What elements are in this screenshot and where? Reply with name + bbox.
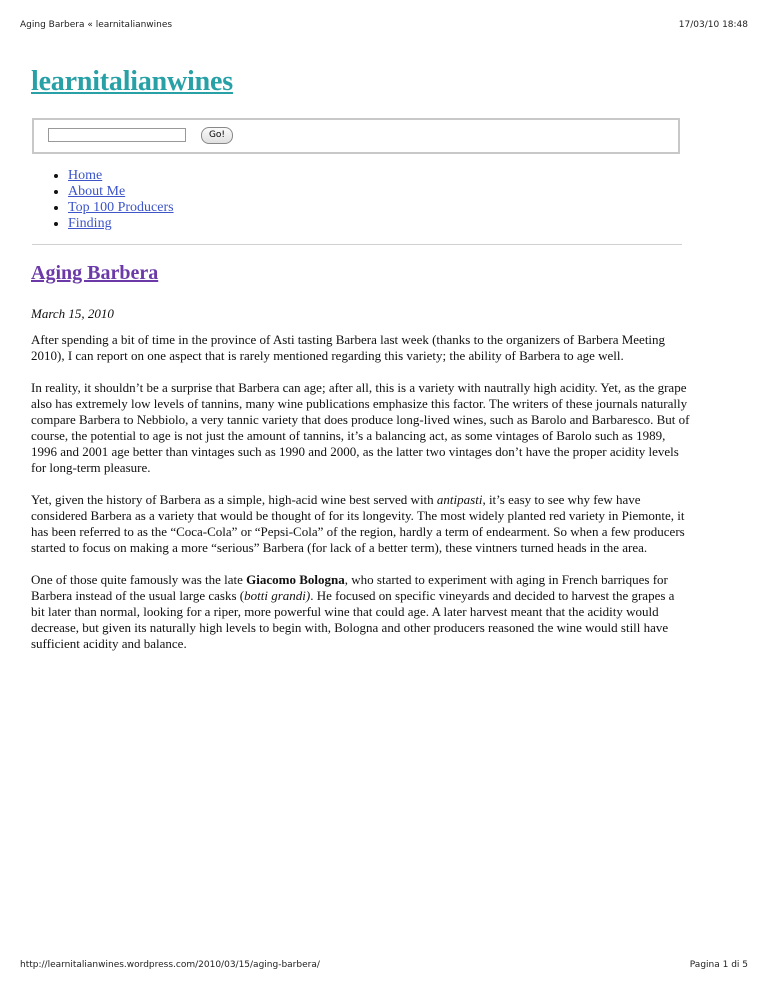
paragraph-4-emphasis: botti grandi) bbox=[244, 588, 311, 603]
paragraph-3-emphasis: antipasti bbox=[436, 492, 483, 507]
print-footer bbox=[20, 960, 748, 970]
print-footer-page-number: Pagina 1 di 5 bbox=[689, 960, 748, 970]
paragraph-3-text-b: , it’s easy to see why few have considered Barbera as a variety that would be thought of for its longevity. The most widely planted red variety in Piemonte, it has been referred to as the “Coca-Cola” or “Pepsi-Cola” of the region, hardly a term of endearment. So when a few producers started to focus on making a more “serious” Barbera (for lack of a better term), these vintners turned heads in the area. bbox=[31, 492, 685, 555]
nav-item-top-100-producers bbox=[68, 200, 174, 216]
search-input[interactable] bbox=[48, 128, 186, 142]
header-divider bbox=[32, 244, 682, 245]
paragraph-4 bbox=[31, 572, 691, 652]
search-go-button[interactable]: Go! bbox=[201, 127, 233, 144]
paragraph-2: In reality, it shouldn’t be a surprise that Barbera can age; after all, this is a variety with nautrally high acidity. Yet, as the grape also has extremely low levels of tannins, many wine publications emphasize this factor. The writers of these journals naturally compare Barbera to Nebbiolo, a very tannic variety that does produce long-lived wines, such as Barolo and Barbaresco. But of course, the potential to age is not just the amount of tannins, it’s a balancing act, as some vintages of Barolo such as 1989, 1996 and 2001 age better than vintages such as 1990 and 2000, as the latter two vintages don’t have the proper acidity levels for long-term pleasure. bbox=[31, 380, 690, 475]
post-title-link[interactable]: Aging Barbera bbox=[31, 262, 159, 284]
site-title-link[interactable]: learnitalianwines bbox=[31, 66, 233, 97]
post-date: March 15, 2010 bbox=[31, 306, 114, 321]
print-header bbox=[20, 20, 748, 30]
nav-link-finding[interactable]: Finding bbox=[68, 216, 112, 231]
paragraph-1: After spending a bit of time in the province of Asti tasting Barbera last week (thanks to the organizers of Barbera Meeting 2010), I can report on one aspect that is rarely mentioned regarding this variety; the ability of Barbera to age well. bbox=[31, 332, 666, 363]
nav-link-home[interactable]: Home bbox=[68, 168, 103, 183]
print-header-timestamp: 17/03/10 18:48 bbox=[678, 20, 748, 30]
paragraph-4-text-b: , who started to experiment with aging in French barriques for Barbera instead of the usual large casks ( bbox=[31, 572, 668, 603]
nav-item-home bbox=[68, 168, 174, 184]
print-footer-url: http://learnitalianwines.wordpress.com/2010/03/15/aging-barbera/ bbox=[20, 960, 320, 970]
paragraph-4-text-a: One of those quite famously was the late bbox=[31, 572, 247, 587]
print-header-title: Aging Barbera « learnitalianwines bbox=[20, 20, 173, 30]
paragraph-4-text-c: . He focused on specific vineyards and decided to harvest the grapes a bit later than normal, looking for a riper, more powerful wine that could age. A later harvest meant that the acidity would decrease, but given its naturally high levels to begin with, Bologna and other producers reasoned the wine would still have sufficient acidity and balance. bbox=[31, 588, 675, 651]
nav-item-about-me bbox=[68, 184, 174, 200]
paragraph-4-producer-name: Giacomo Bologna bbox=[246, 572, 345, 587]
nav-item-finding bbox=[68, 216, 174, 232]
paragraph-3-text-a: Yet, given the history of Barbera as a simple, high-acid wine best served with bbox=[31, 492, 437, 507]
nav-link-about-me[interactable]: About Me bbox=[68, 184, 126, 199]
search-form bbox=[32, 118, 680, 154]
nav-link-top-100-producers[interactable]: Top 100 Producers bbox=[68, 200, 174, 215]
paragraph-3 bbox=[31, 492, 691, 556]
post-content bbox=[31, 332, 691, 668]
main-nav bbox=[32, 168, 174, 232]
